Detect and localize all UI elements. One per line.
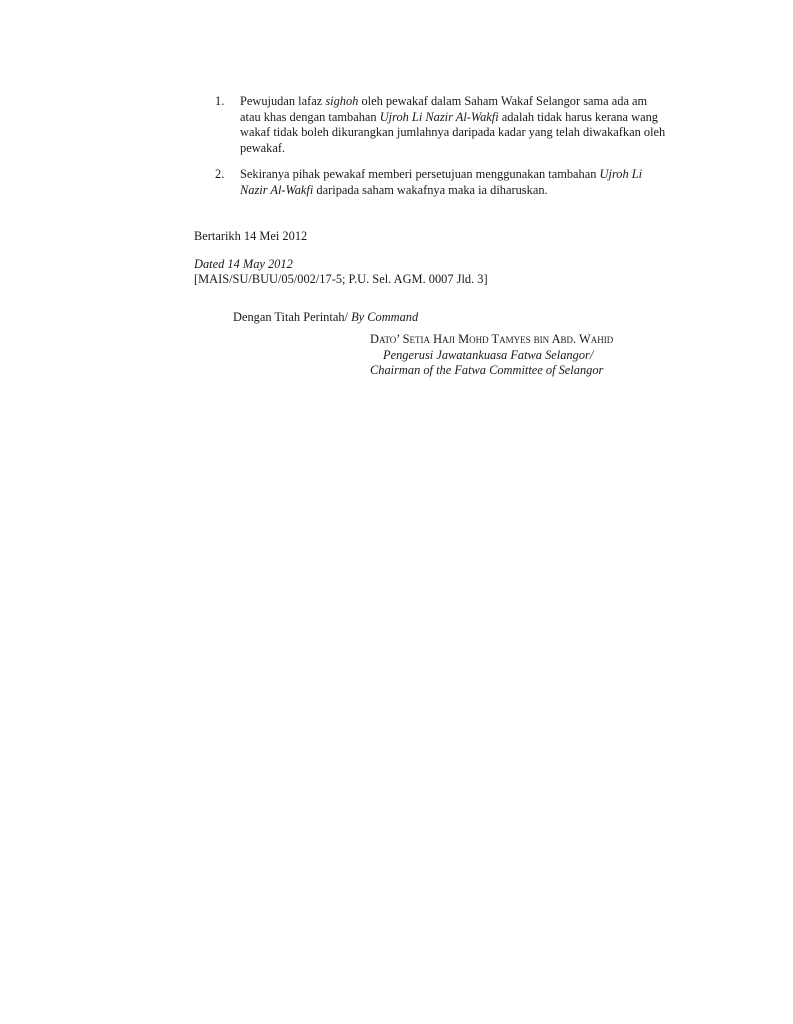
signatory-name: Dato’ Setia Haji Mohd Tamyes bin Abd. Wahid — [370, 332, 614, 346]
date-english: Dated 14 May 2012 — [194, 257, 293, 271]
list-item-2 — [215, 167, 670, 198]
reference-number: [MAIS/SU/BUU/05/002/17-5; P.U. Sel. AGM. 0007 Jld. 3] — [194, 272, 488, 286]
item-text: oleh pewakaf dalam Saham Wakaf Selangor sama ada am atau khas dengan tambahan — [240, 94, 648, 124]
signatory-title-malay: Pengerusi Jawatankuasa Fatwa Selangor/ — [383, 348, 594, 362]
command-line — [233, 310, 418, 326]
list-number: 1. — [215, 94, 225, 108]
item-italic-term: Ujroh Li Nazir Al-Wakfi — [379, 109, 499, 124]
item-italic-term: Ujroh Li Nazir Al-Wakfi — [240, 167, 643, 197]
list-item-1 — [215, 94, 670, 156]
list-number: 2. — [215, 167, 225, 181]
item-text: adalah tidak harus kerana wang wakaf tidak boleh dikurangkan jumlahnya daripada kadar yang telah diwakafkan oleh pewakaf. — [240, 109, 666, 155]
item-text: Pewujudan lafaz — [240, 94, 326, 108]
command-malay: Dengan Titah Perintah/ — [233, 310, 352, 324]
signatory-title-english: Chairman of the Fatwa Committee of Selangor — [370, 363, 604, 377]
date-malay: Bertarikh 14 Mei 2012 — [194, 229, 308, 243]
item-text: Sekiranya pihak pewakaf memberi persetujuan menggunakan tambahan — [240, 167, 600, 181]
command-english: By Command — [351, 310, 419, 324]
item-text: daripada saham wakafnya maka ia diharuskan. — [313, 182, 548, 197]
item-italic-term: sighoh — [325, 94, 359, 108]
